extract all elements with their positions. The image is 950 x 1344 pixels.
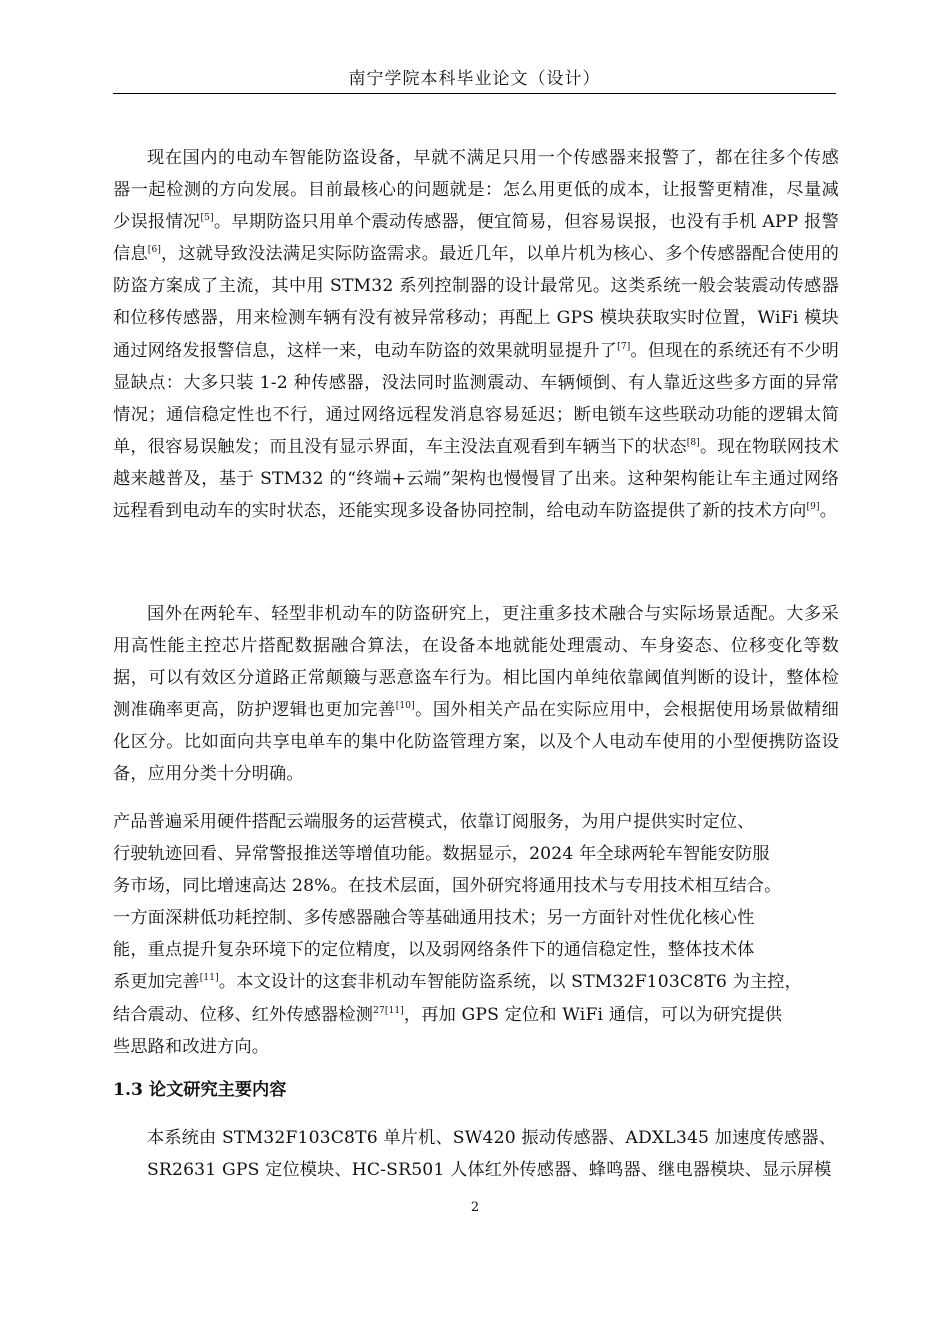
citation-marker: [10] — [395, 701, 415, 712]
text-line: SR2631 GPS 定位模块、HC-SR501 人体红外传感器、蜂鸣器、继电器模块、显示屏模 — [147, 1160, 832, 1181]
citation-marker: [9] — [806, 502, 820, 513]
text-segment: 。国外相关产品在实际应用中，会根据使用场景做精细化区分。比如面向共享电单车的集中化防盗管理方案，以及个人电动车使用的小型便携防盗设备，应用分类十分明确。 — [113, 700, 839, 785]
text-segment: 些思路和改进方向。 — [113, 1036, 270, 1057]
text-segment: ，再加 GPS 定位和 WiFi 通信，可以为研究提供 — [403, 1004, 783, 1025]
text-line — [113, 966, 833, 998]
section-heading: 1.3 论文研究主要内容 — [113, 1080, 287, 1100]
paragraph-domestic-research — [113, 142, 839, 527]
text-line — [113, 1031, 833, 1063]
text-segment: 结合震动、位移、红外传感器检测 — [113, 1004, 374, 1025]
text-segment: 系更加完善 — [113, 972, 200, 993]
text-segment: 行驶轨迹回看、异常警报推送等增值功能。数据显示，2024 年全球两轮车智能安防服 — [113, 844, 770, 865]
page-number: 2 — [470, 1200, 480, 1215]
text-line: 本系统由 STM32F103C8T6 单片机、SW420 振动传感器、ADXL345 加速度传感器、 — [147, 1128, 837, 1148]
text-line — [113, 934, 833, 966]
text-segment: 务市场，同比增速高达 28%。在技术层面，国外研究将通用技术与专用技术相互结合。 — [113, 876, 782, 897]
text-segment: 。但现在的系统还有不少明显缺点：大多只装 1-2 种传感器，没法同时监测震动、车辆倾倒、有人靠近这些多方面的异常情况；通信稳定性也不行，通过网络远程发消息容易延迟；断电锁车这些联动功能的逻辑太简单，很容易误触发；而且没有显示界面，车主没法直观看到车辆当下的状态 — [113, 340, 839, 457]
text-segment: ，这就导致没法满足实际防盗需求。最近几年，以单片机为核心、多个传感器配合使用的防盗方案成了主流，其中用 STM32 系列控制器的设计最常见。这类系统一般会装震动传感器和位移传感器，用来检测车辆有没有被异常移动；再配上 GPS 模块获取实时位置，WiFi 模块通过网络发报警信息，这样一来，电动车防盗的效果就明显提升了 — [113, 244, 839, 361]
citation-marker: [8] — [686, 437, 700, 448]
text-segment: 。早期防盗只用单个震动传感器，便宜简易，但容易误报，也没有手机 APP 报警信息 — [113, 212, 839, 265]
running-header: 南宁学院本科毕业论文（设计） — [348, 69, 601, 89]
text-line — [113, 902, 833, 934]
text-line — [113, 838, 833, 870]
citation-marker: [5] — [200, 213, 214, 224]
paragraph-main-content — [113, 1122, 839, 1186]
text-segment: 国外在两轮车、轻型非机动车的防盗研究上，更注重多技术融合与实际场景适配。大多采用高性能主控芯片搭配数据融合算法，在设备本地就能处理震动、车身姿态、位移变化等数据，可以有效区分道路正常颠簸与恶意盗车行为。相比国内单纯依靠阈值判断的设计，整体检测准确率更高，防护逻辑也更加完善 — [113, 604, 839, 721]
text-segment: 产品普遍采用硬件搭配云端服务的运营模式，依靠订阅服务，为用户提供实时定位、 — [113, 812, 755, 832]
text-segment: 。 — [819, 501, 838, 522]
paragraph-market-and-tech — [113, 806, 833, 1063]
header-rule — [113, 93, 836, 94]
citation-marker: [7] — [617, 341, 631, 352]
text-segment: 。本文设计的这套非机动车智能防盗系统，以 STM32F103C8T6 为主控， — [218, 972, 802, 993]
text-segment: 一方面深耕低功耗控制、多传感器融合等基础通用技术；另一方面针对性优化核心性 — [113, 908, 755, 929]
text-segment: 现在国内的电动车智能防盗设备，早就不满足只用一个传感器来报警了，都在往多个传感器一起检测的方向发展。目前最核心的问题就是：怎么用更低的成本，让报警更精准，尽量减少误报情况 — [113, 148, 839, 233]
citation-marker: [11] — [199, 973, 219, 984]
text-segment: 。现在物联网技术越来越普及，基于 STM32 的“终端+云端”架构也慢慢冒了出来。这种架构能让车主通过网络远程看到电动车的实时状态，还能实现多设备协同控制，给电动车防盗提供了新的技术方向 — [113, 436, 840, 522]
paragraph-foreign-research — [113, 598, 839, 791]
text-segment: 能，重点提升复杂环境下的定位精度，以及弱网络条件下的通信稳定性，整体技术体 — [113, 940, 755, 961]
citation-marker: [6] — [147, 245, 161, 256]
text-line — [113, 806, 833, 838]
text-line — [113, 870, 833, 902]
text-line — [113, 999, 833, 1031]
citation-marker: 27[11] — [373, 1005, 404, 1016]
